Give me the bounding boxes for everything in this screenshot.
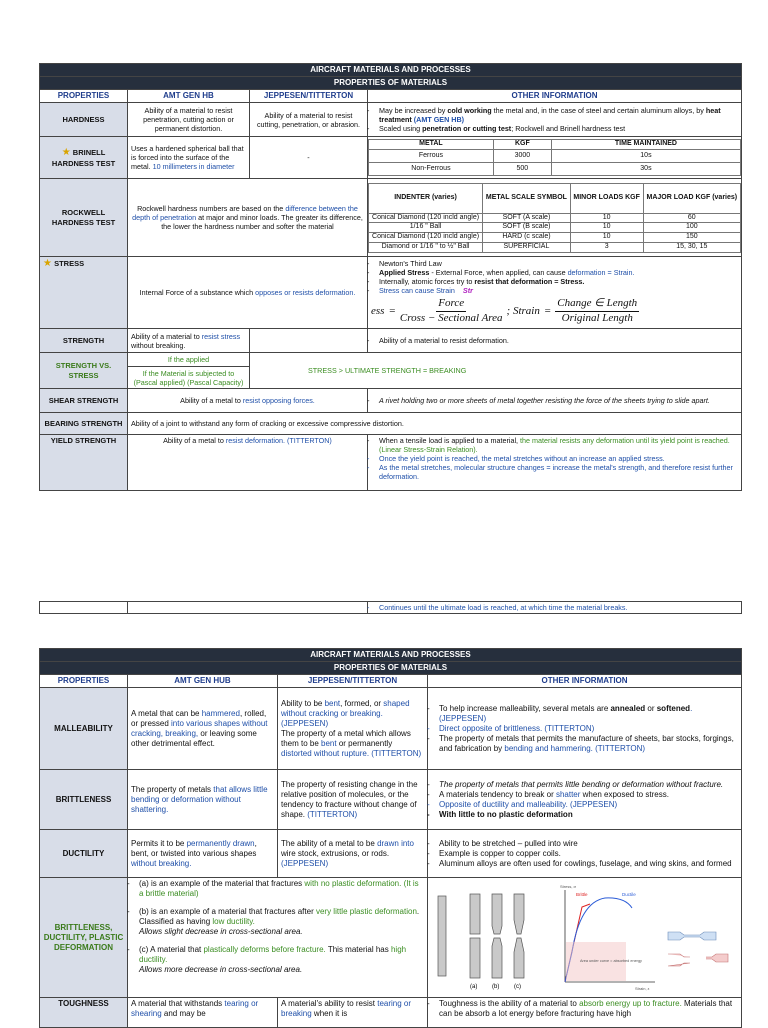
star-icon: ★: [61, 146, 71, 158]
row-rockwell-label: ROCKWELL HARDNESS TEST: [40, 179, 128, 257]
header-properties: PROPERTIES: [40, 90, 128, 103]
brittleness-jep: The property of resisting change in the relative position of molecules, or the tendency to fracture without change of shape. (TITTERTON): [278, 770, 428, 830]
brinell-subtable: METAL KGF TIME MAINTAINED Ferrous 3000 10s Non-Ferrous 500 30s: [368, 139, 741, 176]
continuation-text: - Continues until the ultimate load is reached, at which time the material breaks.: [368, 602, 742, 614]
bdp-text: - (a) is an example of the material that fractures with no plastic deformation. (It is a brittle material) - (b) is an example of a material that fractures after very little plastic deformation. Classified as having low ductility. Allows slight decrease in cross-sectional area. - (c) A material that plastically deforms before fracture. This material has high ductility. Allows more decrease in cross-sectional area.: [128, 878, 428, 998]
hardness-jep: Ability of a material to resist cutting, penetration, or abrasion.: [250, 103, 368, 137]
properties-table-2: [39, 648, 742, 1028]
header-jeppesen: JEPPESEN/TITTERTON: [250, 90, 368, 103]
svg-text:Brittle: Brittle: [576, 891, 588, 897]
bdp-figure-cell: [428, 878, 742, 998]
stress-amt: Internal Force of a substance which opposes or resists deformation.: [128, 257, 368, 329]
svg-text:Stress, σ: Stress, σ: [560, 883, 577, 889]
yield-amt: Ability of a metal to resist deformation. (TITTERTON): [128, 435, 368, 491]
ductility-amt: Permits it to be permanently drawn, bent, or twisted into various shapes without breaking.: [128, 830, 278, 878]
brinell-jep: -: [250, 137, 368, 179]
rockwell-amt: Rockwell hardness numbers are based on the difference between the depth of penetration at major and minor loads. The greater its difference, the lower the hardness number and softer the material: [128, 179, 368, 257]
header-other: OTHER INFORMATION: [368, 90, 742, 103]
bearing-text: Ability of a joint to withstand any form of cracking or excessive compressive distortion.: [128, 413, 742, 435]
brittleness-amt: The property of metals that allows little bending or deformation without shattering.: [128, 770, 278, 830]
svg-text:(c): (c): [514, 983, 521, 990]
strength-vs-equation: STRESS > ULTIMATE STRENGTH = BREAKING: [250, 353, 742, 389]
banner-title: AIRCRAFT MATERIALS AND PROCESSES: [40, 64, 742, 77]
toughness-other: - Toughness is the ability of a material to absorb energy up to fracture. Materials that can be absorb a lot energy before fracturing have high: [428, 998, 742, 1028]
yield-other: - When a tensile load is applied to a material, the material resists any deformation until its yield point is reached. (Linear Stress-Strain Relation). - Once the yield point is reached, the metal stretches without an increase an applied stress. - As the metal stretches, molecular structure changes = increase the metal's strength, and therefore resist further deformation.: [368, 435, 742, 491]
row-yield-label: YIELD STRENGTH: [40, 435, 128, 491]
shear-other: - A rivet holding two or more sheets of metal together resisting the force of the sheets trying to slide apart.: [368, 389, 742, 413]
ductility-other: - Ability to be stretched – pulled into wire - Example is copper to copper coils. - Aluminum alloys are often used for cowlings, fuselage, and wing skins, and formed: [428, 830, 742, 878]
row-brittleness-label: BRITTLENESS: [40, 770, 128, 830]
malleability-jep: Ability to be bent, formed, or shaped without cracking or breaking. (JEPPESEN) The property of a metal which allows them to be bent or permanently distorted without rupture. (TITTERTON): [278, 688, 428, 770]
banner-title-2: AIRCRAFT MATERIALS AND PROCESSES: [40, 649, 742, 662]
row-hardness-label: HARDNESS: [40, 103, 128, 137]
banner-subtitle-2: PROPERTIES OF MATERIALS: [40, 662, 742, 675]
rockwell-table-cell: [368, 179, 742, 257]
row-ductility-label: DUCTILITY: [40, 830, 128, 878]
star-icon: ★: [43, 258, 52, 269]
hardness-other: - May be increased by cold working the metal and, in the case of steel and certain aluminum alloys, by heat treatment (AMT GEN HB) - Scaled using penetration or cutting test; Rockwell and Brinell hardness test: [368, 103, 742, 137]
strength-jep: [250, 329, 368, 353]
strength-amt: Ability of a material to resist stress without breaking.: [128, 329, 250, 353]
row-bearing-label: BEARING STRENGTH: [40, 413, 128, 435]
stress-strain-formula: ess = $\frac{\text{Force}}{\text{Cross − Sectional Area}}$ ; Strain = $\frac{\text{Change ∈ Length}}{\text{Original Length}}$: [371, 297, 638, 324]
strength-other: - Ability of a material to resist deformation.: [368, 329, 742, 353]
rockwell-subtable: INDENTER (varies) METAL SCALE SYMBOL MINOR LOADS KGF MAJOR LOAD KGF (varies) Conical Diamond (120 incld angle) SOFT (A scale) 10 60 1/16 " Ball SOFT (B scale) 10 100 Conical Diamond (120 incld angle) HARD (c scale) 10 150 Diamond or 1/16 " to ½" Ball SUPERFICIAL 3 15, 30, 15: [368, 183, 741, 253]
header-amt-2: AMT GEN HUB: [128, 675, 278, 688]
svg-text:Strain, ε: Strain, ε: [635, 985, 650, 991]
fracture-specimens-and-curve-figure: [430, 882, 736, 994]
svg-text:(a): (a): [470, 983, 478, 990]
fracture-figure: [430, 882, 739, 994]
header-other-2: OTHER INFORMATION: [428, 675, 742, 688]
svg-text:(b): (b): [492, 983, 500, 990]
header-amt: AMT GEN HB: [128, 90, 250, 103]
strength-vs-amt: If the applied If the Material is subjected to (Pascal applied) (Pascal Capacity): [128, 353, 250, 389]
header-jeppesen-2: JEPPESEN/TITTERTON: [278, 675, 428, 688]
brinell-amt: Uses a hardened spherical ball that is forced into the surface of the metal. 10 millimeters in diameter: [128, 137, 250, 179]
brittleness-other: - The property of metals that permits little bending or deformation without fracture. - A materials tendency to break or shatter when exposed to stress. - Opposite of ductility and malleability. (JEPPESEN) - With little to no plastic deformation: [428, 770, 742, 830]
row-toughness-label: TOUGHNESS: [40, 998, 128, 1028]
shear-amt: Ability of a metal to resist opposing forces.: [128, 389, 368, 413]
row-shear-label: SHEAR STRENGTH: [40, 389, 128, 413]
svg-text:Ductile: Ductile: [622, 891, 636, 897]
toughness-jep: A material's ability to resist tearing or breaking when it is: [278, 998, 428, 1028]
ductility-jep: The ability of a metal to be drawn into wire stock, extrusions, or rods. (JEPPESEN): [278, 830, 428, 878]
row-brinell-label: ★ BRINELL HARDNESS TEST: [40, 137, 128, 179]
continuation-row: [39, 601, 742, 614]
malleability-other: - To help increase malleability, several metals are annealed or softened. (JEPPESEN) - Direct opposite of brittleness. (TITTERTON) - The property of metals that permits the manufacture of sheets, bar stocks, forgings, and fabrication by bending and hammering. (TITTERTON): [428, 688, 742, 770]
row-malleability-label: MALLEABILITY: [40, 688, 128, 770]
row-strength-vs-stress-label: STRENGTH VS. STRESS: [40, 353, 128, 389]
stress-other: - Newton's Third Law - Applied Stress - External Force, when applied, can cause deformation = Strain. - Internally, atomic forces try to resist that deformation = Stress. - Stress can cause Strain Str ess = $\frac{\text{Force}}{\text{Cross − Sectional Area}}$ ; Strain = $\frac{\text{Change ∈ Length}}{\text{Original Length}}$: [368, 257, 742, 329]
properties-table-1: [39, 63, 742, 491]
malleability-amt: A metal that can be hammered, rolled, or pressed into various shapes without cracking, breaking, or leaving some other detrimental effect.: [128, 688, 278, 770]
row-strength-label: STRENGTH: [40, 329, 128, 353]
row-stress-label: ★ STRESS: [40, 257, 128, 329]
row-bdp-label: BRITTLENESS, DUCTILITY, PLASTIC DEFORMATION: [40, 878, 128, 998]
brinell-table-cell: [368, 137, 742, 179]
header-properties-2: PROPERTIES: [40, 675, 128, 688]
svg-text:Area under curve = absorbed en: Area under curve = absorbed energy: [580, 958, 642, 963]
banner-subtitle: PROPERTIES OF MATERIALS: [40, 77, 742, 90]
hardness-amt: Ability of a material to resist penetration, cutting action or permanent distortion.: [128, 103, 250, 137]
toughness-amt: A material that withstands tearing or shearing and may be: [128, 998, 278, 1028]
